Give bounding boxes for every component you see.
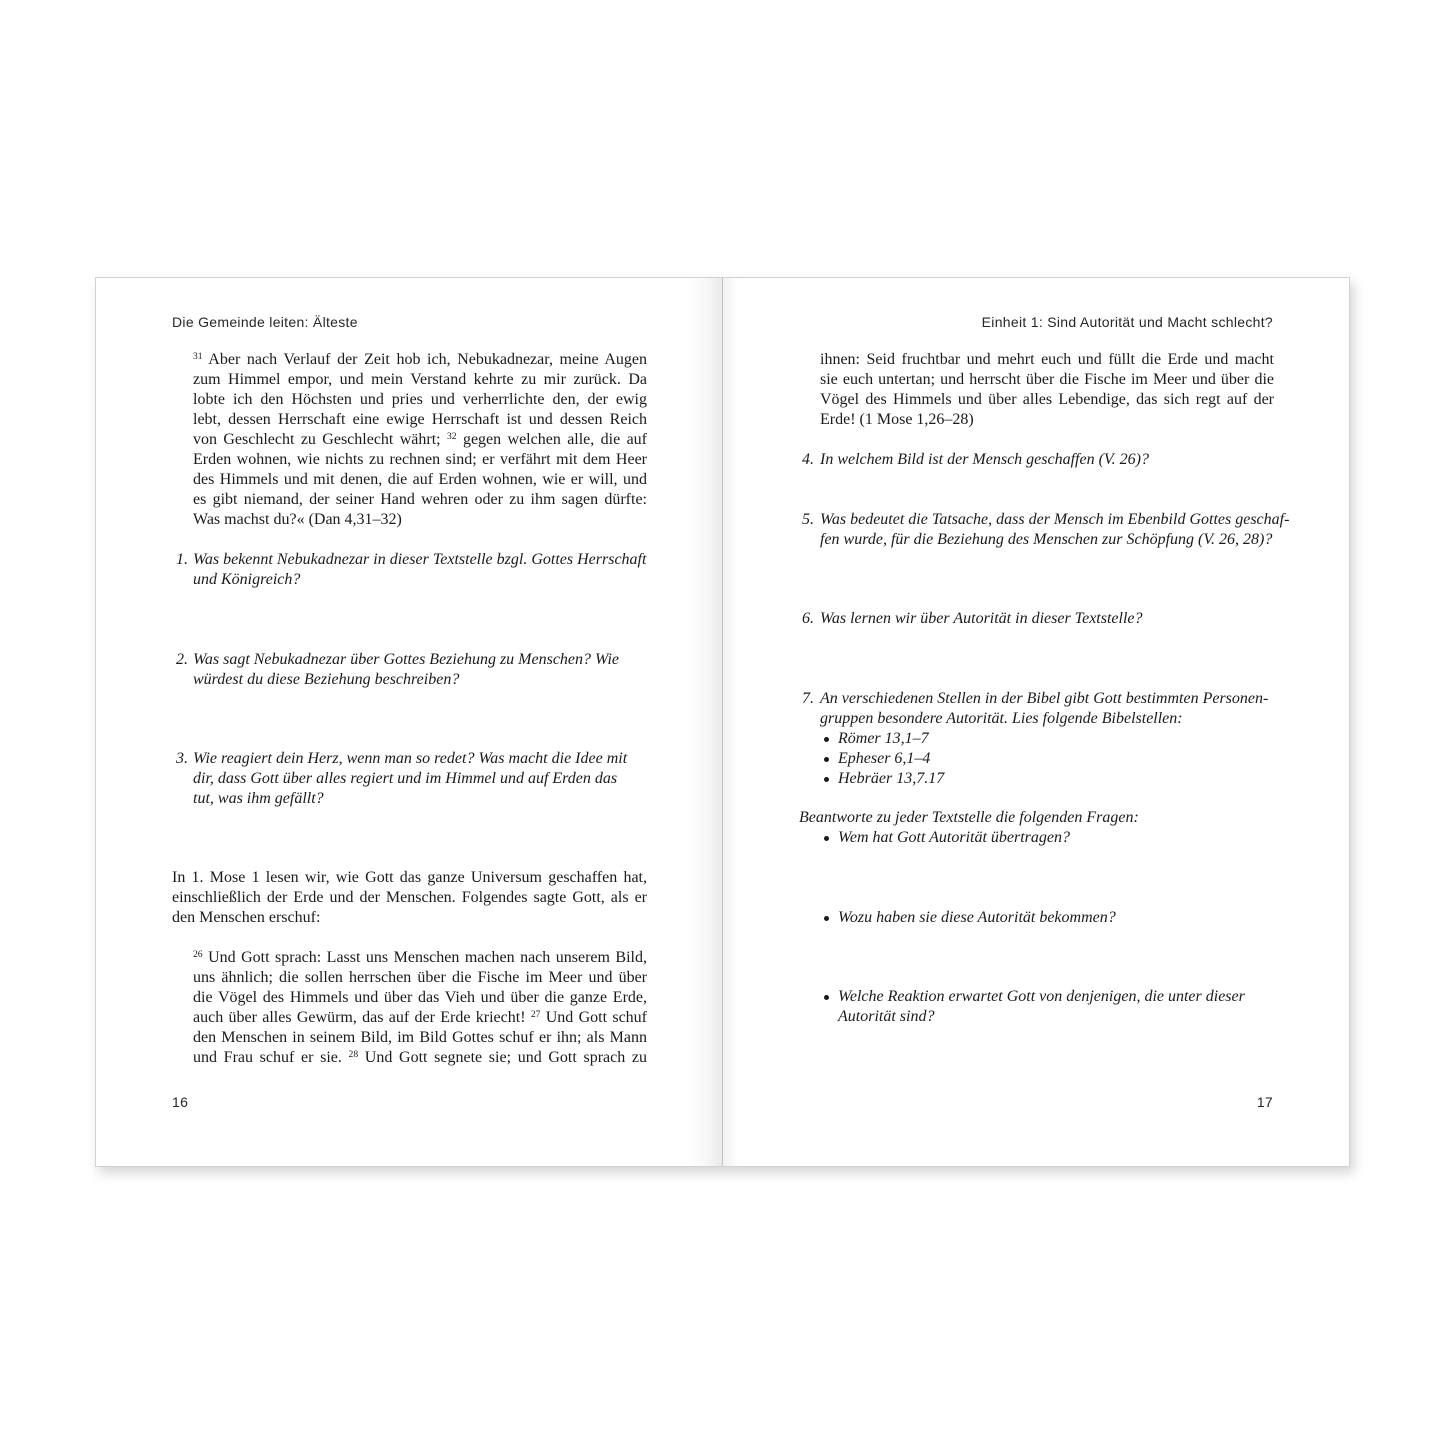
question-line: Was bedeutet die Tatsache, dass der Mensch im Ebenbild Gottes geschaf- [820,511,1290,528]
verse-number: 27 [530,1008,541,1020]
question-number: 1. [176,551,188,568]
instruction-line: Beantworte zu jeder Textstelle die folgenden Fragen: [799,809,1139,826]
question-5 [799,510,1290,550]
quote-genesis-continued [820,350,1274,430]
paragraph-line: den Menschen erschuf: [172,909,321,926]
quote-line: Was machst du?« (Dan 4,31–32) [193,511,402,528]
sub-question-line: Welche Reaktion erwartet Gott von denjenigen, die unter dieser [838,988,1245,1005]
question-line: Was lernen wir über Autorität in dieser Textstelle? [820,610,1143,627]
sub-question-item [799,828,1274,848]
question-line: An verschiedenen Stellen in der Bibel gibt Gott bestimmten Personen- [820,690,1269,707]
quote-line-text: gegen welchen alle, die auf [456,431,648,448]
passage-item [799,729,1274,749]
question-1 [172,550,647,590]
quote-line: zum Himmel empor, und mein Verstand kehrte zu mir zurück. Da [193,371,647,388]
question-line: tut, was ihm gefällt? [193,790,324,807]
paragraph-line: einschließlich der Erde und der Menschen. Folgendes sagte Gott, als er [172,889,647,906]
question-line: Was sagt Nebukadnezar über Gottes Beziehung zu Menschen? Wie [193,651,620,668]
running-head-right: Einheit 1: Sind Autorität und Macht schlecht? [981,314,1273,330]
question-number: 6. [802,610,814,627]
book-spread [95,277,1350,1167]
question-line: und Königreich? [193,571,301,588]
quote-line [193,1048,647,1068]
bullet-icon [824,737,829,742]
quote-line: sie euch untertan; und herrscht über die Fische im Meer und über die [820,371,1274,388]
quote-line-text: und Frau schuf er sie. [193,1049,349,1066]
quote-line [193,948,647,968]
left-page [96,278,722,1166]
question-number: 3. [176,750,188,767]
sub-question-item [799,908,1274,928]
question-line: Was bekennt Nebukadnezar in dieser Textstelle bzgl. Gottes Herrschaft [193,551,647,568]
sub-question-3 [799,987,1274,1027]
question-number: 5. [802,511,814,528]
question-6 [799,609,1274,629]
intro-paragraph [172,868,647,928]
quote-line: den Menschen in seinem Bild, im Bild Gottes schuf er ihn; als Mann [193,1029,647,1046]
quote-line-text: Und Gott segnete sie; und Gott sprach zu [358,1049,648,1066]
quote-line: Erde! (1 Mose 1,26–28) [820,411,974,428]
paragraph-line: In 1. Mose 1 lesen wir, wie Gott das ganze Universum geschaffen hat, [172,869,647,886]
question-line: würdest du diese Beziehung beschreiben? [193,671,460,688]
question-2 [172,650,647,690]
verse-number: 28 [348,1048,359,1060]
question-line: dir, dass Gott über alles regiert und im Himmel und auf Erden das [193,770,618,787]
sub-question-1 [799,828,1274,848]
bullet-icon [824,777,829,782]
passage-item [799,769,1274,789]
question-number: 4. [802,451,814,468]
quote-line [193,1008,647,1028]
quote-line [193,350,647,370]
question-line: fen wurde, für die Beziehung des Menschen zur Schöpfung (V. 26, 28)? [820,531,1273,548]
question-4 [799,450,1274,470]
verse-number: 32 [446,430,457,442]
quote-line: lebt, dessen Herrschaft eine ewige Herrschaft ist und dessen Reich [193,411,647,428]
sub-question-item [799,987,1274,1007]
question-number: 7. [802,690,814,707]
running-head-left: Die Gemeinde leiten: Älteste [172,314,358,330]
passage-reference: Hebräer 13,7.17 [838,770,945,787]
quote-line-text: Aber nach Verlauf der Zeit hob ich, Nebukadnezar, meine Augen [202,351,647,368]
quote-line-text: Und Gott schuf [540,1009,648,1026]
passage-item [799,749,1274,769]
quote-line: es gibt niemand, der seiner Hand wehren oder zu ihm sagen dürfte: [193,491,647,508]
sub-question-line: Wem hat Gott Autorität übertragen? [838,829,1070,846]
question-line: In welchem Bild ist der Mensch geschaffen (V. 26)? [820,451,1149,468]
question-3 [172,749,647,809]
bullet-icon [824,995,829,1000]
verse-number: 31 [193,350,203,362]
quote-line: Vögel des Himmels und über alles Lebendige, das sich regt auf der [820,391,1274,408]
quote-line-text: auch über alles Gewürm, das auf der Erde kriecht! [193,1009,531,1026]
question-line: gruppen besondere Autorität. Lies folgende Bibelstellen: [820,710,1183,727]
quote-line: die Vögel des Himmels und über das Vieh und über die ganze Erde, [193,989,647,1006]
quote-daniel [193,350,647,530]
quote-genesis [193,948,647,1068]
quote-line: ihnen: Seid fruchtbar und mehrt euch und füllt die Erde und macht [820,351,1274,368]
question-line: Wie reagiert dein Herz, wenn man so redet? Was macht die Idee mit [193,750,628,767]
bullet-icon [824,836,829,841]
question-7 [799,689,1274,789]
quote-line-text: Und Gott sprach: Lasst uns Menschen machen nach unserem Bild, [202,949,647,966]
right-page [722,278,1349,1166]
quote-line: uns ähnlich; die sollen herrschen über die Fische im Meer und über [193,969,647,986]
quote-line: Erden wohnen, wie nichts zu rechnen sind; er verfährt mit dem Heer [193,451,647,468]
question-number: 2. [176,651,188,668]
page-number-right: 17 [1256,1094,1273,1110]
sub-question-line: Wozu haben sie diese Autorität bekommen? [838,909,1116,926]
quote-line-text: von Geschlecht zu Geschlecht währt; [193,431,447,448]
quote-line: des Himmels und mit denen, die auf Erden wohnen, wie er will, und [193,471,647,488]
instruction-text [799,808,1139,828]
sub-question-2 [799,908,1274,928]
passage-reference: Epheser 6,1–4 [838,750,931,767]
gutter-shadow-left [688,278,722,1166]
page-number-left: 16 [172,1094,189,1110]
quote-line: lobte ich den Höchsten und pries und verherrlichte den, der ewig [193,391,647,408]
verse-number: 26 [193,948,203,960]
passage-reference: Römer 13,1–7 [838,730,929,747]
quote-line [193,430,647,450]
bullet-icon [824,757,829,762]
gutter-shadow-right [722,278,738,1166]
bullet-icon [824,916,829,921]
sub-question-line: Autorität sind? [838,1008,935,1025]
